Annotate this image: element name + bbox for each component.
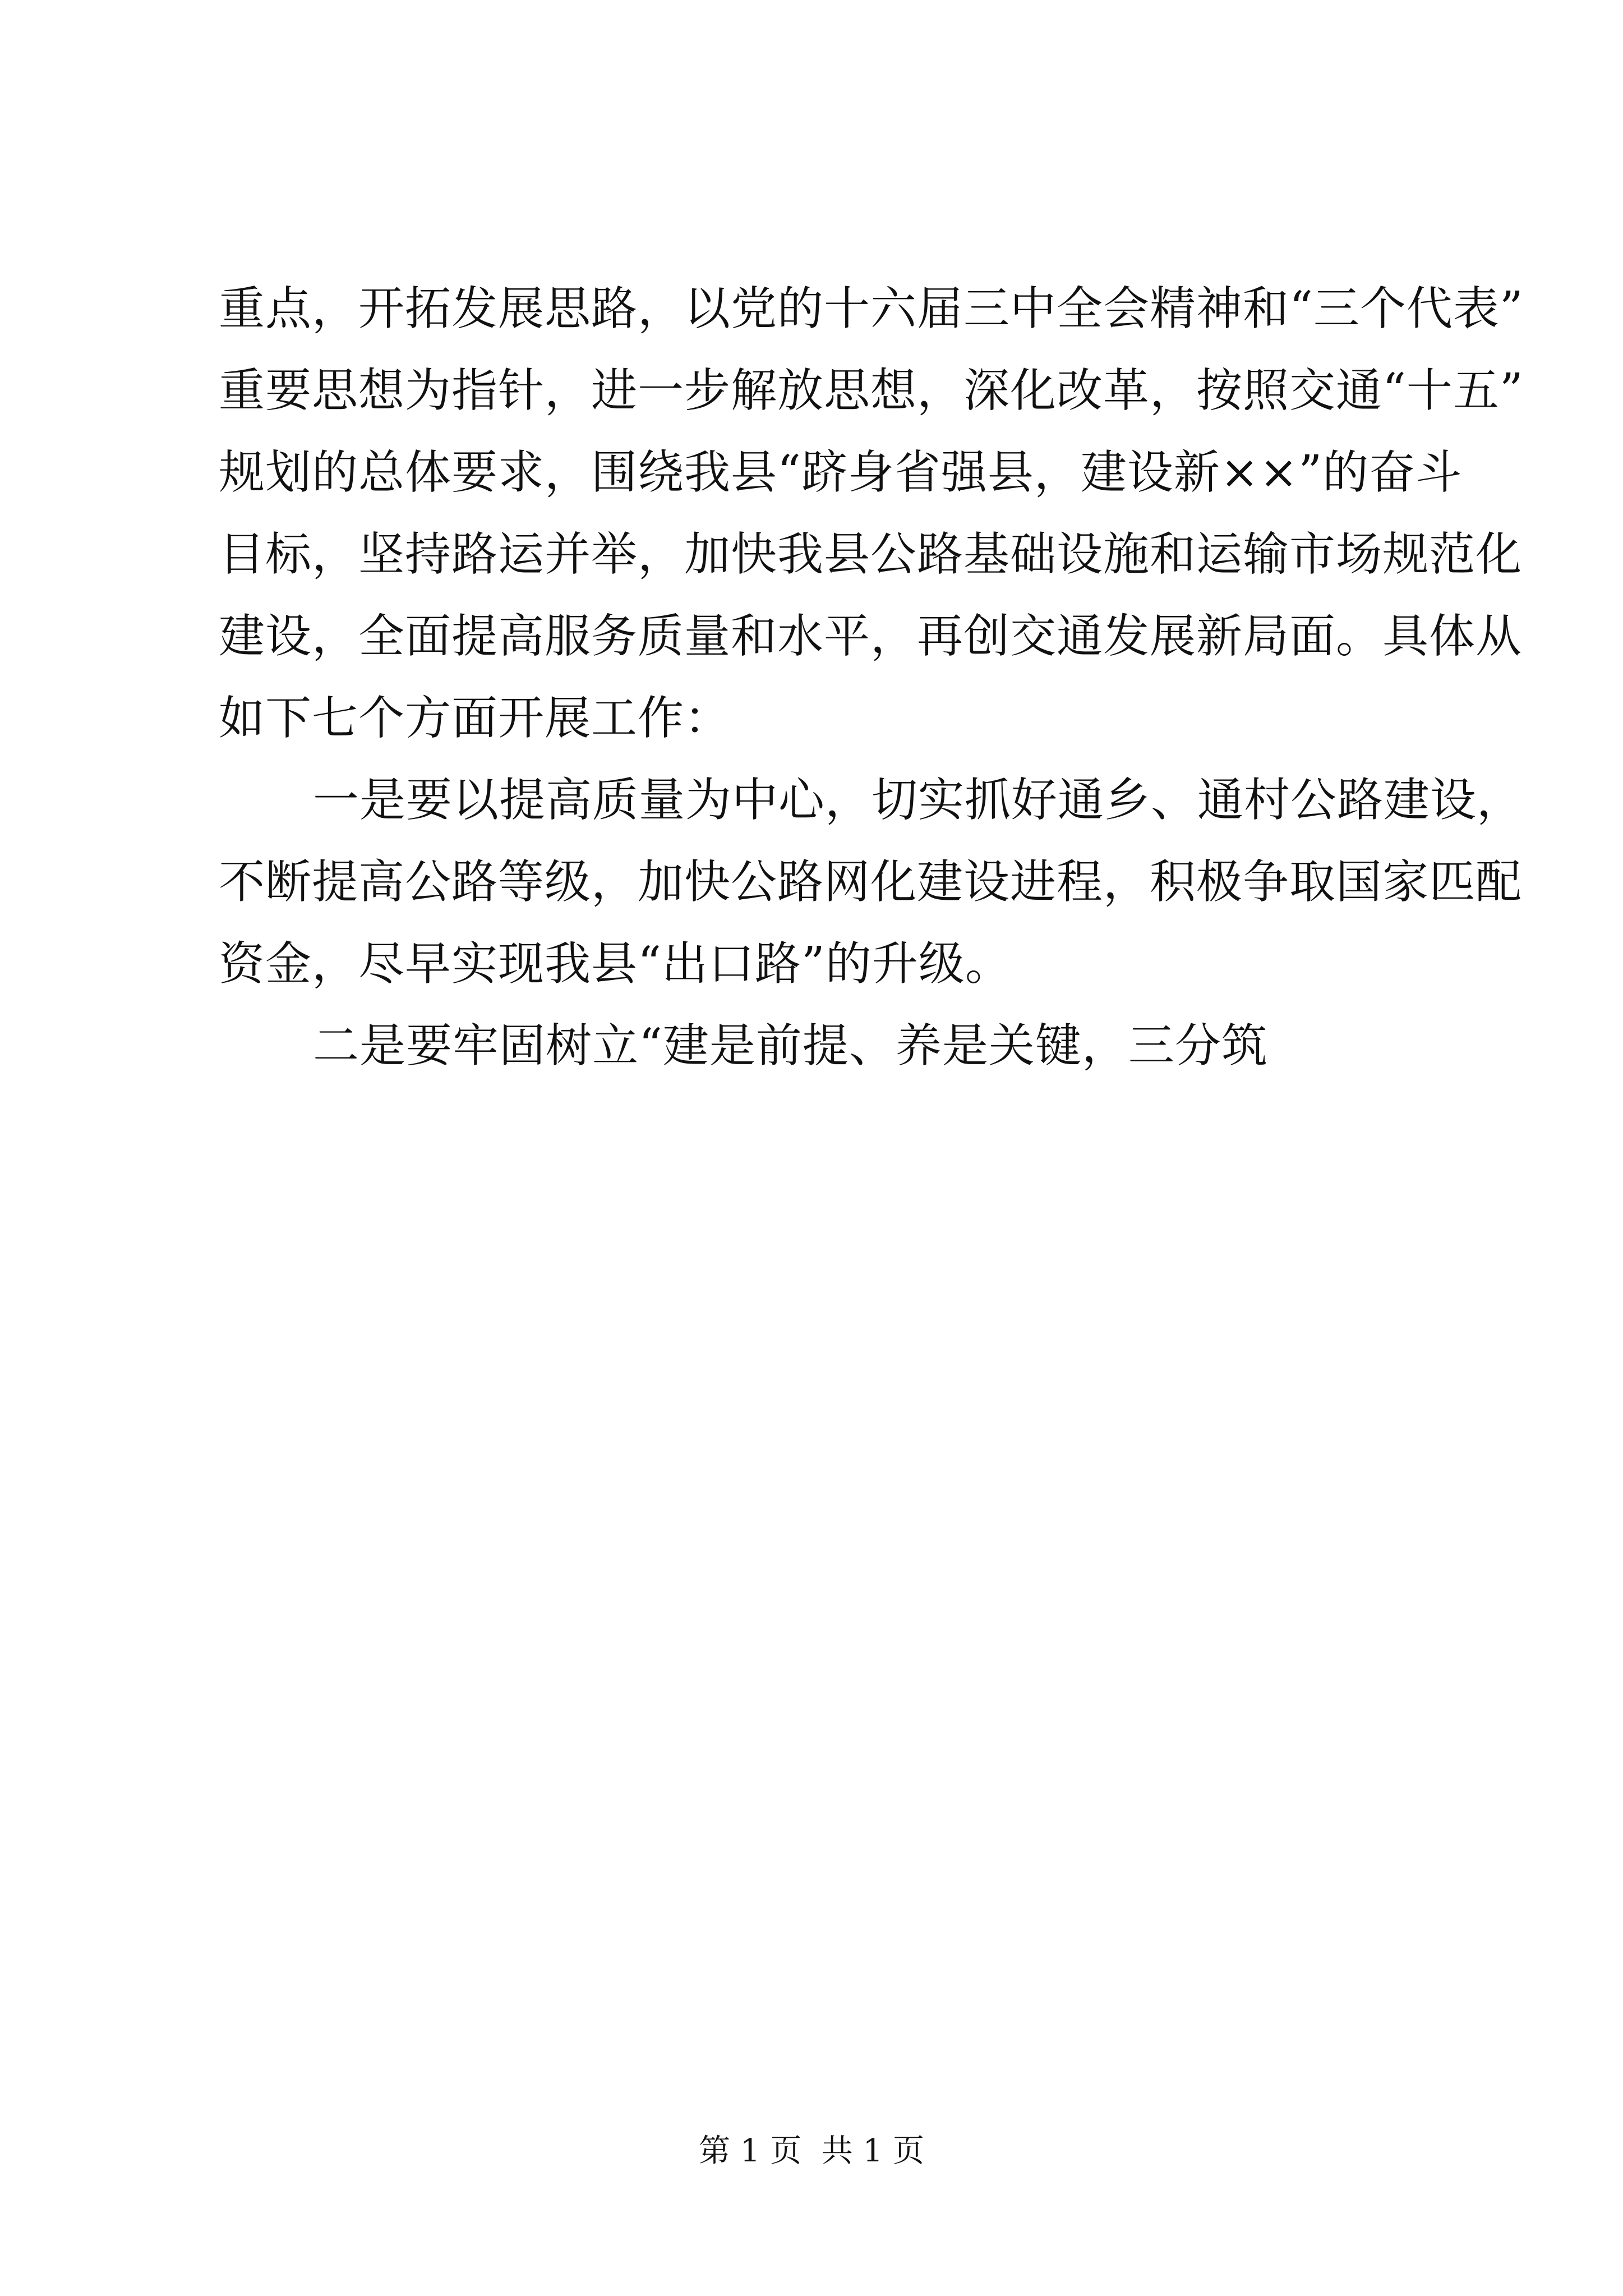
page-footer: 第 1 页 共 1 页 xyxy=(698,2133,925,2169)
text-line: 目标，坚持路运并举，加快我县公路基础设施和运输市场规范化 xyxy=(219,528,1523,581)
text-line: 不断提高公路等级，加快公路网化建设进程，积极争取国家匹配 xyxy=(219,855,1523,909)
text-line: 资金，尽早实现我县“出口路”的升级。 xyxy=(219,937,1012,991)
text-line: 重要思想为指针，进一步解放思想，深化改革，按照交通“十五” xyxy=(219,364,1524,417)
paragraph-first-line: 二是要牢固树立“建是前提、养是关键，三分筑 xyxy=(313,1019,1268,1073)
paragraph-first-line: 一是要以提高质量为中心，切实抓好通乡、通村公路建设， xyxy=(313,774,1524,827)
text-line: 建设，全面提高服务质量和水平，再创交通发展新局面。具体从 xyxy=(219,610,1523,663)
text-line: 如下七个方面开展工作： xyxy=(219,692,731,745)
text-line: 规划的总体要求，围绕我县“跻身省强县，建设新××”的奋斗 xyxy=(219,446,1463,499)
document-body xyxy=(219,268,1524,1087)
text-line: 重点，开拓发展思路，以党的十六届三中全会精神和“三个代表” xyxy=(219,282,1524,335)
